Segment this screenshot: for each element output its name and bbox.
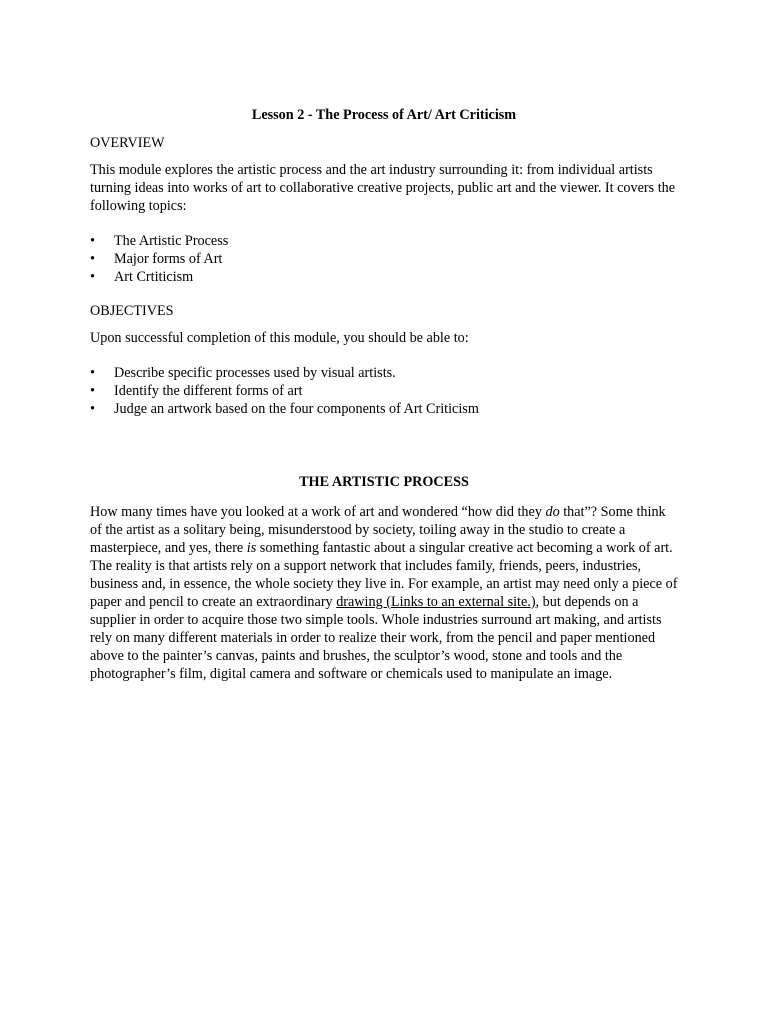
bullet-icon: •	[90, 365, 95, 381]
emphasis-text: is	[246, 540, 257, 556]
objective-label: Identify the different forms of art	[114, 383, 303, 399]
topic-label: Art Crtiticism	[114, 269, 194, 285]
bullet-icon: •	[90, 269, 95, 285]
emphasis-text: do	[545, 504, 560, 520]
objectives-heading: OBJECTIVES	[90, 303, 174, 319]
objectives-list	[90, 364, 678, 418]
bullet-icon: •	[90, 233, 95, 249]
paragraph-text: , but depends on a supplier in order to acquire those two simple tools. Whole industries surround art making, and artists rely on many different materials in order to realize their work, from the pencil and paper mentioned above to the painter’s canvas, paints and brushes, the sculptor’s wood, stone and tools and the photographer’s film, digital camera and software or chemicals used to manipulate an image.	[90, 594, 662, 682]
objective-label: Describe specific processes used by visual artists.	[114, 365, 396, 381]
section-heading-artistic-process: THE ARTISTIC PROCESS	[299, 474, 469, 490]
paragraph-text: something fantastic about a singular creative act becoming a work of art. The reality is that artists rely on a support network that includes family, friends, peers, industries, business and, in essence, the whole society they live in. For example, an artist may need only a piece of paper and pencil to create an extraordinary	[90, 540, 678, 610]
bullet-icon: •	[90, 401, 95, 417]
list-item	[90, 268, 678, 286]
bullet-icon: •	[90, 251, 95, 267]
overview-intro: This module explores the artistic process and the art industry surrounding it: from individual artists turning ideas into works of art to collaborative creative projects, public art and the viewer. It covers the following topics:	[90, 162, 676, 214]
document-title: Lesson 2 - The Process of Art/ Art Criticism	[251, 107, 517, 123]
list-item	[90, 382, 678, 400]
objective-label: Judge an artwork based on the four components of Art Criticism	[114, 401, 479, 417]
paragraph-text: that”? Some think of the artist as a solitary being, misunderstood by society, toiling away in the studio to create a masterpiece, and yes, there	[90, 504, 666, 556]
drawing-link[interactable]: drawing (Links to an external site.)	[336, 594, 536, 610]
paragraph-text: How many times have you looked at a work of art and wondered “how did they	[90, 504, 546, 520]
topic-label: The Artistic Process	[114, 233, 229, 249]
topics-list	[90, 232, 678, 286]
document-body	[90, 106, 678, 683]
objectives-intro: Upon successful completion of this module, you should be able to:	[90, 330, 469, 346]
list-item	[90, 400, 678, 418]
topic-label: Major forms of Art	[114, 251, 223, 267]
list-item	[90, 364, 678, 382]
bullet-icon: •	[90, 383, 95, 399]
artistic-process-paragraph	[90, 503, 678, 683]
overview-heading: OVERVIEW	[90, 135, 165, 151]
list-item	[90, 250, 678, 268]
list-item	[90, 232, 678, 250]
